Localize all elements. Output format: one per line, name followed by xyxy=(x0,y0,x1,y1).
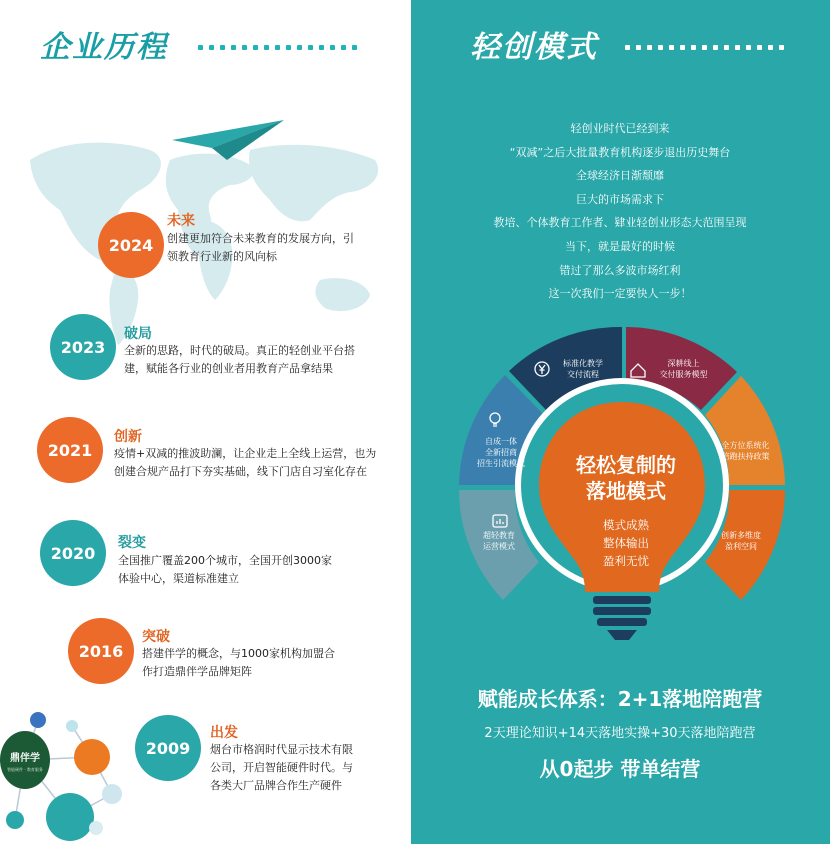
growth-system-cta: 从0起步 带单结营 xyxy=(539,757,701,781)
intro-line: 当下，就是最好的时候 xyxy=(565,239,675,253)
history-title: 企业历程 xyxy=(40,30,168,65)
milestone-heading: 创新 xyxy=(114,429,142,445)
logo-name: 鼎伴学 xyxy=(10,753,40,764)
segment-label-standard: 标准化教学 交付流程 xyxy=(563,359,603,379)
intro-line: 轻创业时代已经到来 xyxy=(570,122,670,135)
milestone-description: 全新的思路，时代的破局。真正的轻创业平台搭 建，赋能各行业的创业者用教育产品拿结果 xyxy=(124,344,355,375)
intro-line: 错过了那么多波市场红利 xyxy=(559,263,681,277)
segment-label-light-ops: 超轻教育 运营模式 xyxy=(483,531,515,551)
logo-tagline: 智能硬件 · 教育服务 xyxy=(7,767,43,772)
title-dots xyxy=(198,45,357,50)
model-title: 轻创模式 xyxy=(470,30,598,65)
milestone-description: 疫情+双减的推波助澜，让企业走上全线上运营，也为 创建合规产品打下夯实基础，线下门店自习室化存在 xyxy=(114,447,377,478)
segment-label-self: 自成一体 全新招商 招生引流模式 xyxy=(477,437,525,468)
milestone-description: 搭建伴学的概念，与1000家机构加盟合 作打造鼎伴学品牌矩阵 xyxy=(142,647,335,678)
intro-line: 巨大的市场需求下 xyxy=(576,192,664,206)
milestone-description: 烟台市格润时代显示技术有限 公司，开启智能硬件时代。与 各类大厂品牌合作生产硬件 xyxy=(210,743,353,792)
intro-line: 教培、个体教育工作者、肄业轻创业形态大范围呈现 xyxy=(493,216,747,230)
milestone-description: 创建更加符合未来教育的发展方向，引 领教育行业新的风向标 xyxy=(167,232,354,263)
growth-system-title: 赋能成长体系：2+1落地陪跑营 xyxy=(477,687,763,711)
intro-text xyxy=(440,117,800,306)
milestone-heading: 裂变 xyxy=(118,535,146,551)
bulb-subtext: 模式成熟 整体输出 盈利无忧 xyxy=(603,518,649,568)
milestone-heading: 出发 xyxy=(210,725,238,741)
intro-line: 这一次我们一定要快人一步！ xyxy=(548,287,692,301)
segment-label-online: 深耕线上 交付服务模型 xyxy=(659,359,708,379)
year-badge-2016: 2016 xyxy=(68,618,134,684)
year-badge-2024: 2024 xyxy=(98,212,164,278)
company-history-panel xyxy=(0,0,412,844)
milestone-heading: 破局 xyxy=(124,326,152,342)
brand-logo xyxy=(0,731,50,789)
milestone-description: 全国推广覆盖200个城市，全国开创3000家 体验中心，渠道标准建立 xyxy=(118,554,332,585)
growth-system-subtitle: 2天理论知识+14天落地实操+30天落地陪跑营 xyxy=(484,726,756,741)
intro-line: 全球经济日渐颓靡 xyxy=(576,169,664,183)
segment-label-profit: 创新多维度 盈利空间 xyxy=(721,531,761,551)
year-badge-2020: 2020 xyxy=(40,520,106,586)
segment-label-support: 全方位系统化 陪跑扶持政策 xyxy=(721,441,770,461)
milestone-heading: 突破 xyxy=(142,629,170,645)
milestone-heading: 未来 xyxy=(167,213,195,229)
year-badge-2009: 2009 xyxy=(135,715,201,781)
year-badge-2021: 2021 xyxy=(37,417,103,483)
title-dots xyxy=(625,45,784,50)
bulb-headline: 轻松复制的 落地模式 xyxy=(576,453,676,503)
year-badge-2023: 2023 xyxy=(50,314,116,380)
paper-plane-icon xyxy=(172,118,287,163)
intro-line: “双减”之后大批量教育机构逐步退出历史舞台 xyxy=(509,145,731,159)
